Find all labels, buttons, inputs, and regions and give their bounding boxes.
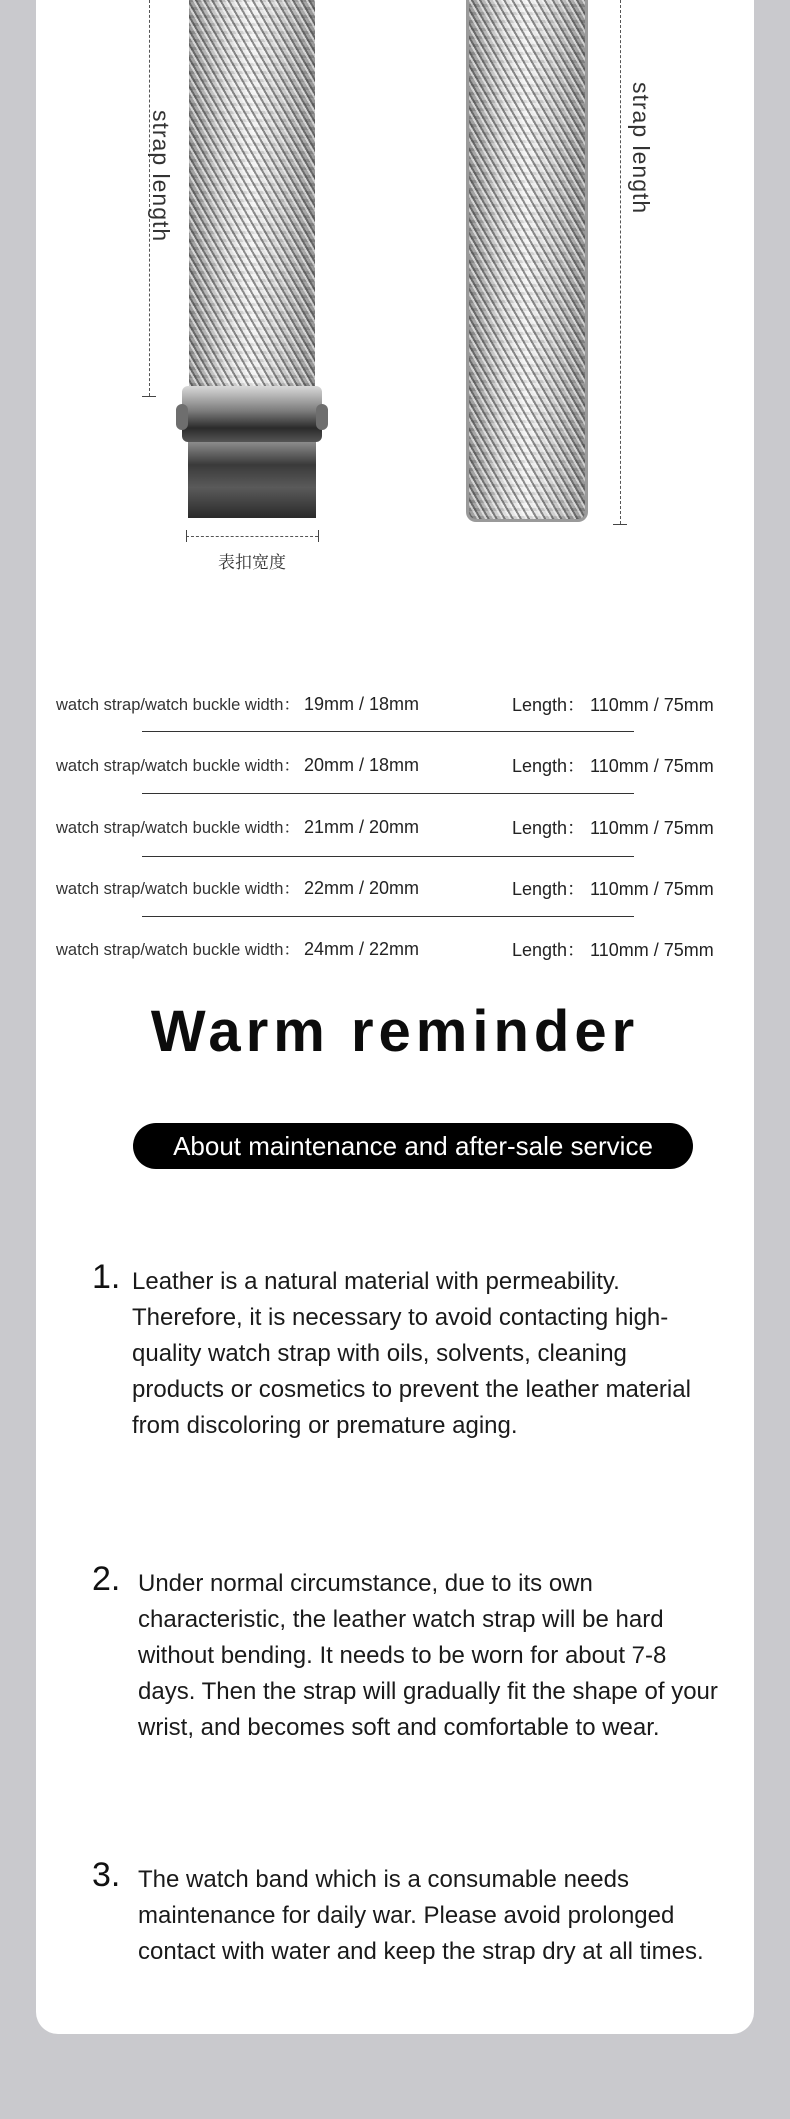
spec-key: watch strap/watch buckle width： <box>56 819 300 837</box>
maintenance-pill: About maintenance and after-sale service <box>133 1123 693 1169</box>
spec-key: watch strap/watch buckle width： <box>56 941 300 959</box>
content-card <box>36 0 754 2034</box>
left-dimension-tick <box>142 396 156 397</box>
buckle <box>182 386 322 442</box>
spec-row <box>36 936 754 966</box>
strap-illustration <box>36 0 754 600</box>
right-strap-length-label: strap length <box>628 82 654 215</box>
note-item <box>92 1258 712 1484</box>
buckle-width-tick-right <box>318 530 319 542</box>
spec-divider <box>142 856 634 857</box>
left-strap-mesh <box>189 0 315 386</box>
section-title: Warm reminder <box>150 999 640 1064</box>
spec-length: Length： 110mm / 75mm <box>512 756 714 776</box>
spec-width: 19mm / 18mm <box>303 694 419 714</box>
spec-key: watch strap/watch buckle width： <box>56 880 300 898</box>
spec-width: 24mm / 22mm <box>303 939 419 959</box>
buckle-width-tick-left <box>186 530 187 542</box>
note-number: 2. <box>92 1560 121 1598</box>
spec-length: Length： 110mm / 75mm <box>512 818 714 838</box>
note-text: The watch band which is a consumable needs maintenance for daily war. Please avoid prolonged contact with water and keep the strap dry at all times. <box>138 1866 704 1965</box>
buckle-width-label: 表扣宽度 <box>218 553 286 573</box>
note-item <box>92 1560 718 1786</box>
spec-row <box>36 691 754 721</box>
note-number: 3. <box>92 1856 121 1894</box>
spec-length: Length： 110mm / 75mm <box>512 940 714 960</box>
buckle-pin-left <box>176 404 188 430</box>
spec-width: 20mm / 18mm <box>303 755 419 775</box>
right-dimension-tick <box>613 524 627 525</box>
spec-key: watch strap/watch buckle width： <box>56 696 300 714</box>
spec-length: Length： 110mm / 75mm <box>512 695 714 715</box>
spec-length: Length： 110mm / 75mm <box>512 879 714 899</box>
left-strap-length-label: strap length <box>148 110 174 243</box>
spec-divider <box>142 793 634 794</box>
note-number: 1. <box>92 1258 121 1296</box>
spec-key: watch strap/watch buckle width： <box>56 757 300 775</box>
spec-row <box>36 814 754 844</box>
spec-width: 21mm / 20mm <box>303 817 419 837</box>
note-item <box>92 1856 712 2012</box>
buckle-pin-right <box>316 404 328 430</box>
note-text: Under normal circumstance, due to its own characteristic, the leather watch strap will be hard without bending. It needs to be worn for about 7-8 days. Then the strap will gradually fit the shape of your wrist, and becomes soft and comfortable to wear. <box>138 1570 718 1741</box>
buckle-clasp <box>188 442 316 518</box>
right-strap-mesh <box>466 0 588 522</box>
spec-divider <box>142 731 634 732</box>
buckle-width-line <box>186 536 318 537</box>
note-text: Leather is a natural material with permeability. Therefore, it is necessary to avoid contacting high-quality watch strap with oils, solvents, cleaning products or cosmetics to prevent the leather material from discoloring or premature aging. <box>132 1268 691 1439</box>
spec-divider <box>142 916 634 917</box>
right-dimension-line <box>620 0 621 524</box>
spec-width: 22mm / 20mm <box>303 878 419 898</box>
spec-row <box>36 752 754 782</box>
spec-row <box>36 875 754 905</box>
